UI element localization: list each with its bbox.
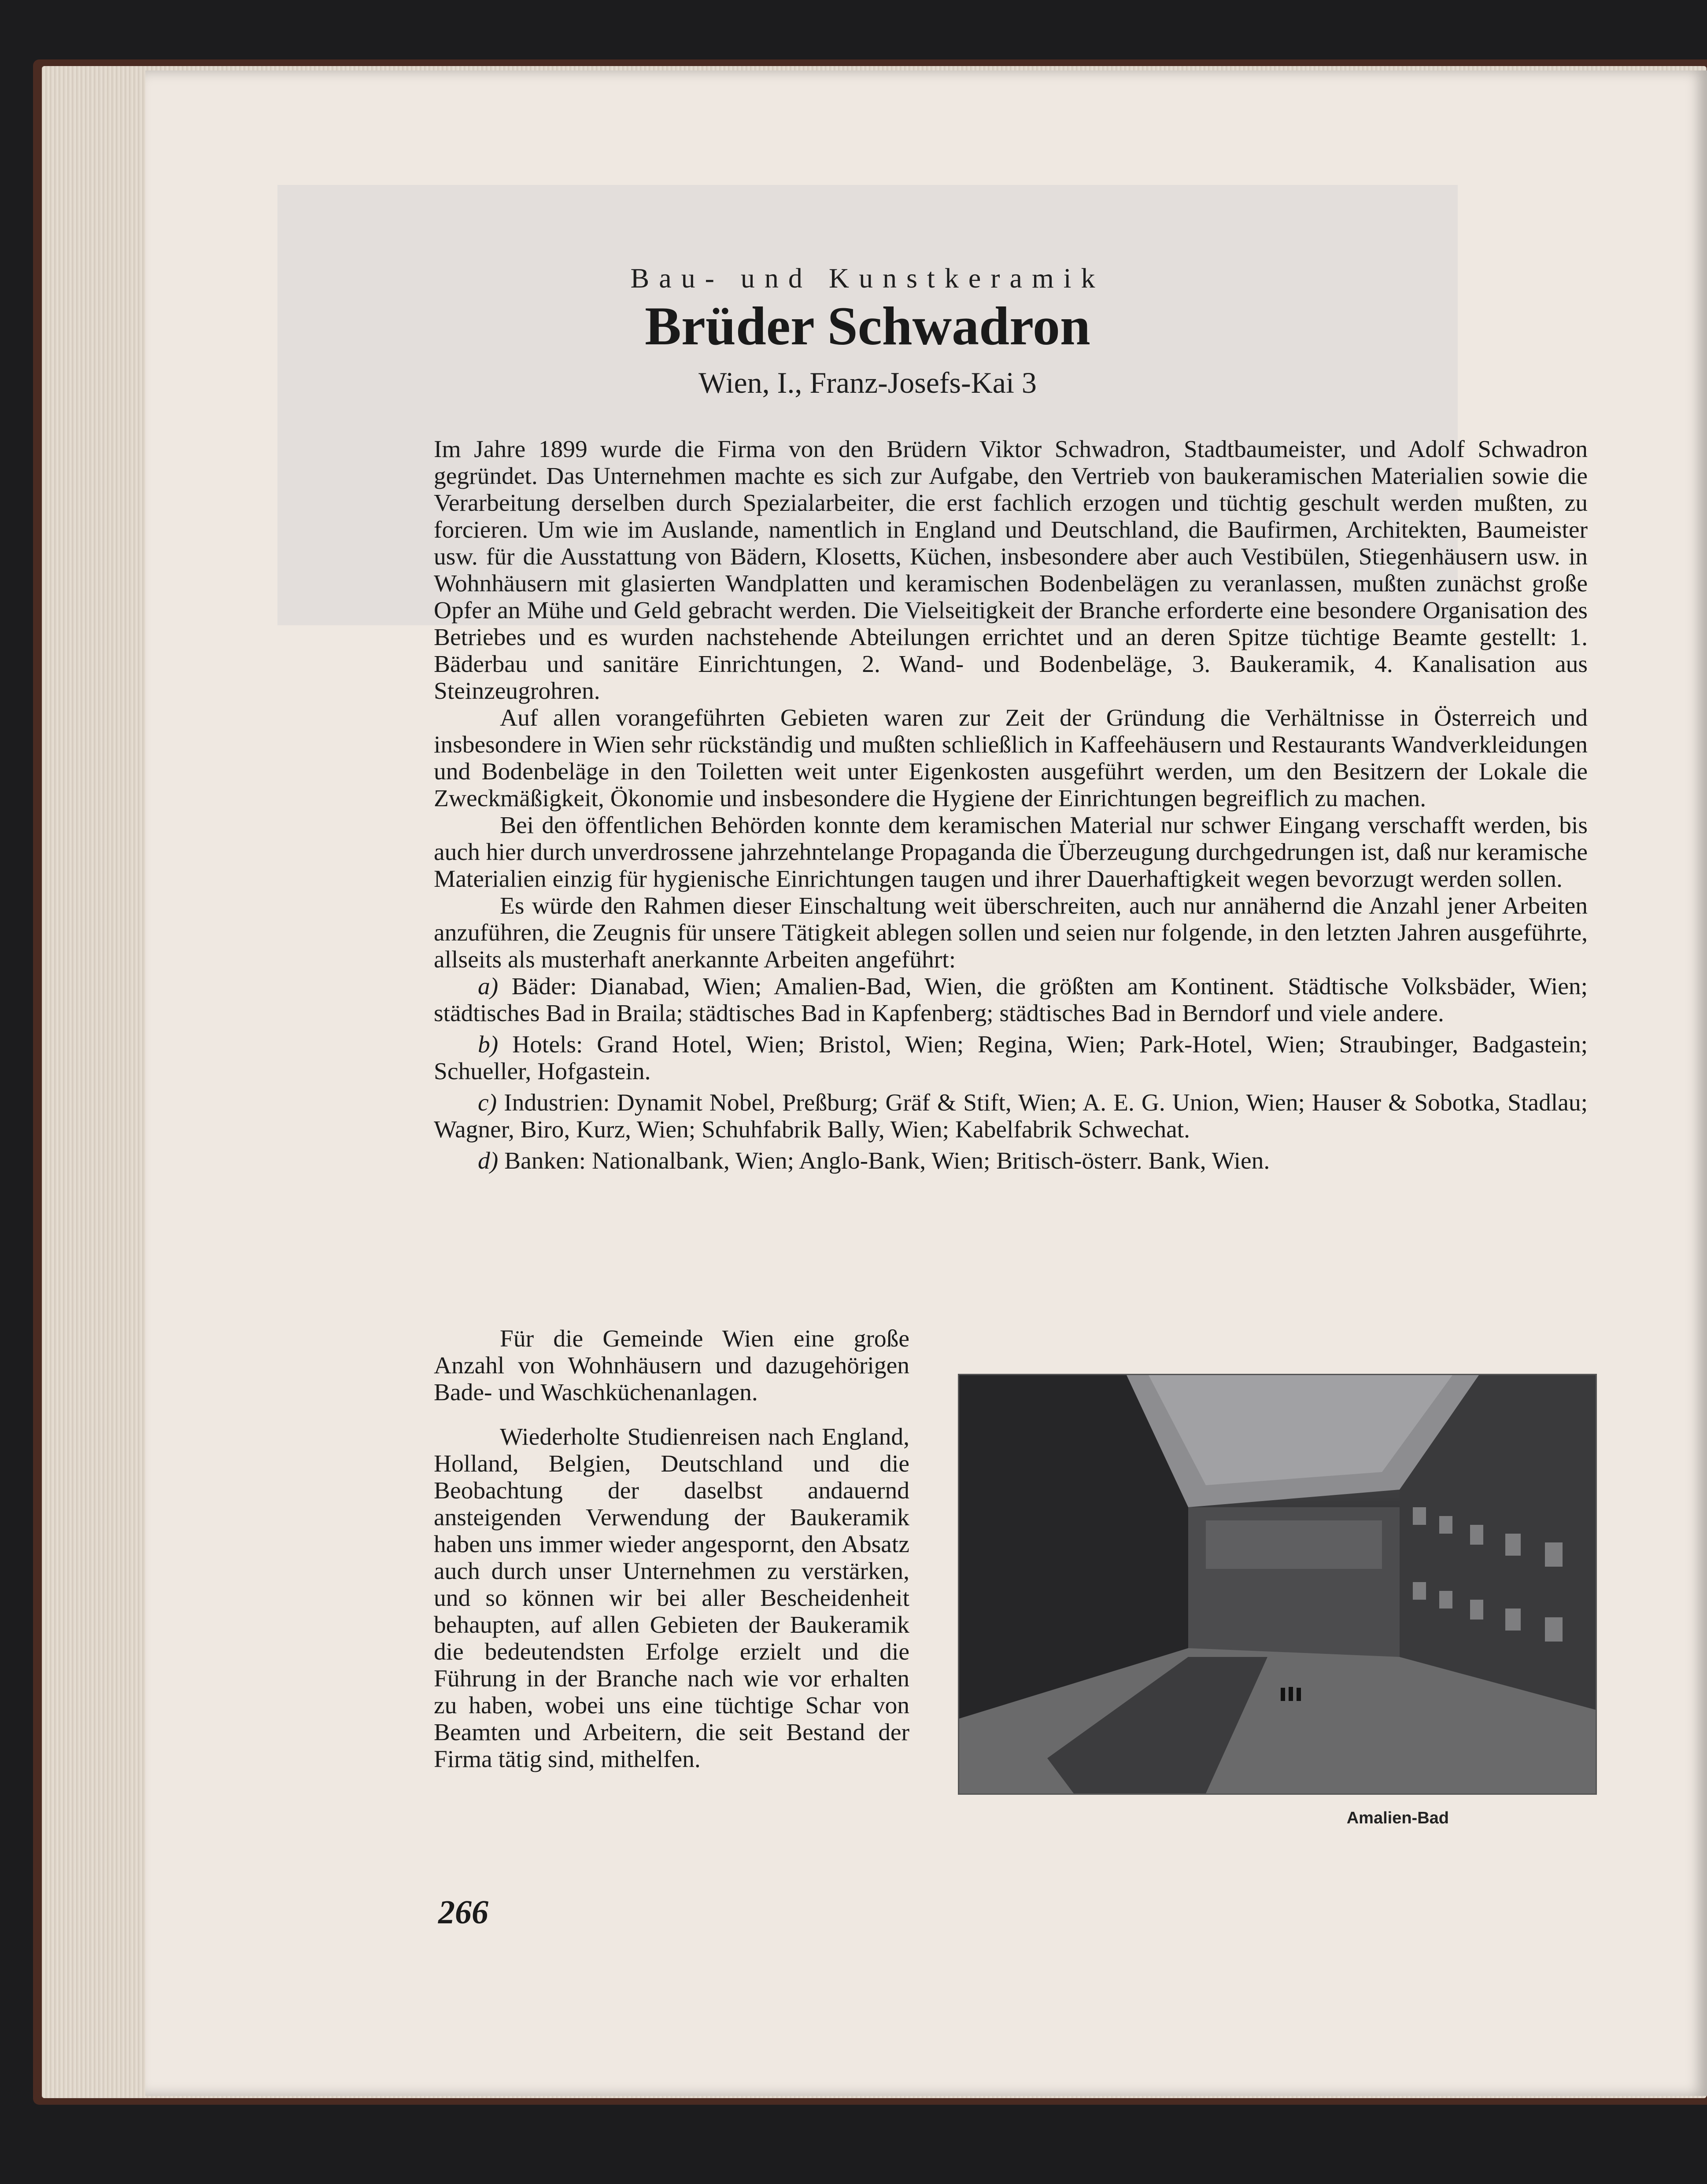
page-number: 266 [438, 1894, 488, 1931]
company-address: Wien, I., Franz-Josefs-Kai 3 [698, 366, 1037, 399]
article-body [434, 436, 1588, 1174]
list-item [434, 1147, 1588, 1174]
page-title: Brüder Schwadron [645, 296, 1090, 356]
list-item [434, 973, 1588, 1027]
paragraph: Bei den öffentlichen Behörden konnte dem keramischen Material nur schwer Eingang verschafft werden, bis auch hier durch unverdrossene jahrzehntelange Propaganda die Überzeugung durchgedrungen ist, daß nur keramische Materialien einzig für hygienische Einrichtungen taugen und ihrer Dauerhaftigkeit wegen bevorzugt werden sollen. [434, 812, 1588, 893]
photo-caption: Amalien-Bad [1346, 1809, 1449, 1827]
list-item [434, 1031, 1588, 1085]
section-kicker: Bau- und Kunstkeramik [630, 262, 1105, 294]
paragraph: Es würde den Rahmen dieser Einschaltung weit überschreiten, auch nur annähernd die Anzahl jener Arbeiten anzuführen, die Zeugnis für unsere Tätigkeit ablegen sollen und seien nur folgende, in den letzten Jahren ausgeführte, allseits als musterhaft anerkannte Arbeiten angeführt: [434, 893, 1588, 973]
paragraph: Auf allen vorangeführten Gebieten waren zur Zeit der Gründung die Verhältnisse in Österreich und insbesondere in Wien sehr rückständig und mußten schließlich in Kaffeehäusern und Restaurants Wandverkleidungen und Bodenbeläge in den Toiletten weit unter Eigenkosten ausgeführt werden, um den Besitzern der Lokale die Zweckmäßigkeit, Ökonomie und insbesondere die Hygiene der Einrichtungen begreiflich zu machen. [434, 705, 1588, 812]
list-item-letter: d) [478, 1147, 499, 1174]
list-item-text: Hotels: Grand Hotel, Wien; Bristol, Wien; Regina, Wien; Park-Hotel, Wien; Straubinger, Badgastein; Schueller, Hofgastein. [434, 1031, 1588, 1085]
list-item-letter: c) [478, 1089, 497, 1116]
paragraph: Wiederholte Studienreisen nach England, Holland, Belgien, Deutschland und die Beobachtung der daselbst andauernd ansteigenden Verwendung der Baukeramik haben uns immer wieder angespornt, den Absatz auch durch unser Unternehmen zu verstärken, und so können wir bei aller Bescheidenheit behaupten, auf allen Gebieten der Baukeramik die bedeutendsten Erfolge erzielt und die Führung in der Branche nach wie vor erhalten zu haben, wobei uns eine tüchtige Schar von Beamten und Arbeitern, die seit Bestand der Firma tätig sind, mithelfen. [434, 1424, 909, 1773]
list-item [434, 1089, 1588, 1143]
list-item-letter: a) [478, 973, 499, 1000]
bath-hall-illustration [959, 1375, 1596, 1793]
list-item-letter: b) [478, 1031, 499, 1058]
paragraph: Im Jahre 1899 wurde die Firma von den Brüdern Viktor Schwadron, Stadtbaumeister, und Adolf Schwadron gegründet. Das Unternehmen machte es sich zur Aufgabe, den Vertrieb von baukeramischen Materialien sowie die Verarbeitung derselben durch Spezialarbeiter, die erst fachlich erzogen und tüchtig geschult werden mußten, zu forcieren. Um wie im Auslande, namentlich in England und Deutschland, die Baufirmen, Architekten, Baumeister usw. für die Ausstattung von Bädern, Klosetts, Küchen, insbesondere aber auch Vestibülen, Stiegenhäusern usw. in Wohnhäusern mit glasierten Wandplatten und keramischen Bodenbelägen zu veranlassen, mußten zunächst große Opfer an Mühe und Geld gebracht werden. Die Vielseitigkeit der Branche erforderte eine besondere Organisation des Betriebes und es wurden nachstehende Abteilungen errichtet und an deren Spitze tüchtige Beamte gestellt: 1. Bäderbau und sanitäre Einrichtungen, 2. Wand- und Bodenbeläge, 3. Baukeramik, 4. Kanalisation aus Steinzeugrohren. [434, 436, 1588, 705]
list-item-text: Industrien: Dynamit Nobel, Preßburg; Gräf & Stift, Wien; A. E. G. Union, Wien; Hauser & Sobotka, Stadlau; Wagner, Biro, Kurz, Wien; Schuhfabrik Bally, Wien; Kabelfabrik Schwechat. [434, 1089, 1588, 1143]
amalienbad-photo [958, 1374, 1597, 1795]
list-item-text: Banken: Nationalbank, Wien; Anglo-Bank, Wien; Britisch-österr. Bank, Wien. [504, 1147, 1270, 1174]
lower-column [434, 1325, 909, 1773]
paragraph: Für die Gemeinde Wien eine große Anzahl von Wohnhäusern und dazugehörigen Bade- und Waschküchenanlagen. [434, 1325, 909, 1406]
list-item-text: Bäder: Dianabad, Wien; Amalien-Bad, Wien, die größten am Kontinent. Städtische Volksbäder, Wien; städtisches Bad in Braila; städtisches Bad in Kapfenberg; städtisches Bad in Berndorf und viele andere. [434, 973, 1588, 1027]
